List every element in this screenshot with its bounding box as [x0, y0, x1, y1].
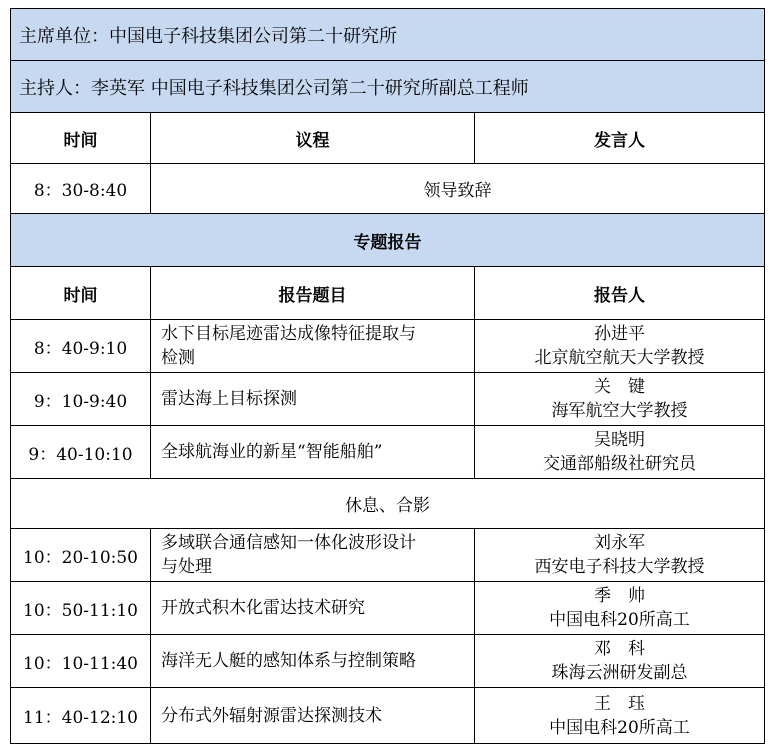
opening-text: 领导致辞: [151, 164, 765, 214]
chair-row: 主持人：李英军 中国电子科技集团公司第二十研究所副总工程师: [11, 61, 765, 113]
talk-time: 10：50-11:10: [11, 582, 151, 635]
table-row: [11, 688, 765, 744]
section-title: 专题报告: [11, 214, 765, 267]
talk-title: 雷达海上目标探测: [151, 373, 475, 426]
talk-title: 海洋无人艇的感知体系与控制策略: [151, 635, 475, 688]
col-header-title: 报告题目: [151, 267, 475, 320]
opening-time: 8：30-8:40: [11, 164, 151, 214]
talk-speaker: 关 键 海军航空大学教授: [475, 373, 765, 426]
talk-title: 开放式积木化雷达技术研究: [151, 582, 475, 635]
col-header-time: 时间: [11, 113, 151, 164]
talk-speaker: 王 珏 中国电科20所高工: [475, 688, 765, 744]
table-row: [11, 320, 765, 373]
talk-speaker: 刘永军 西安电子科技大学教授: [475, 529, 765, 582]
talk-speaker: 吴晓明 交通部船级社研究员: [475, 426, 765, 479]
talk-title: 分布式外辐射源雷达探测技术: [151, 688, 475, 744]
talk-time: 11：40-12:10: [11, 688, 151, 744]
table-row: [11, 373, 765, 426]
talk-title: 水下目标尾迹雷达成像特征提取与 检测: [151, 320, 475, 373]
talk-time: 8：40-9:10: [11, 320, 151, 373]
talk-time: 10：20-10:50: [11, 529, 151, 582]
talk-speaker: 邓 科 珠海云洲研发副总: [475, 635, 765, 688]
table-row: [11, 426, 765, 479]
talk-title: 多域联合通信感知一体化波形设计 与处理: [151, 529, 475, 582]
agenda-sheet: [10, 8, 764, 744]
talk-speaker: 孙进平 北京航空航天大学教授: [475, 320, 765, 373]
break-row: 休息、合影: [11, 479, 765, 529]
col-header-agenda: 议程: [151, 113, 475, 164]
agenda-table: [10, 8, 765, 744]
col-header-speaker: 发言人: [475, 113, 765, 164]
talk-title: 全球航海业的新星“智能船舶”: [151, 426, 475, 479]
talk-time: 9：40-10:10: [11, 426, 151, 479]
talk-time: 10：10-11:40: [11, 635, 151, 688]
table-row: [11, 529, 765, 582]
host-unit-row: 主席单位：中国电子科技集团公司第二十研究所: [11, 9, 765, 61]
table-row: [11, 635, 765, 688]
col-header-speaker-2: 报告人: [475, 267, 765, 320]
table-row: [11, 582, 765, 635]
talk-speaker: 季 帅 中国电科20所高工: [475, 582, 765, 635]
talk-time: 9：10-9:40: [11, 373, 151, 426]
col-header-time-2: 时间: [11, 267, 151, 320]
